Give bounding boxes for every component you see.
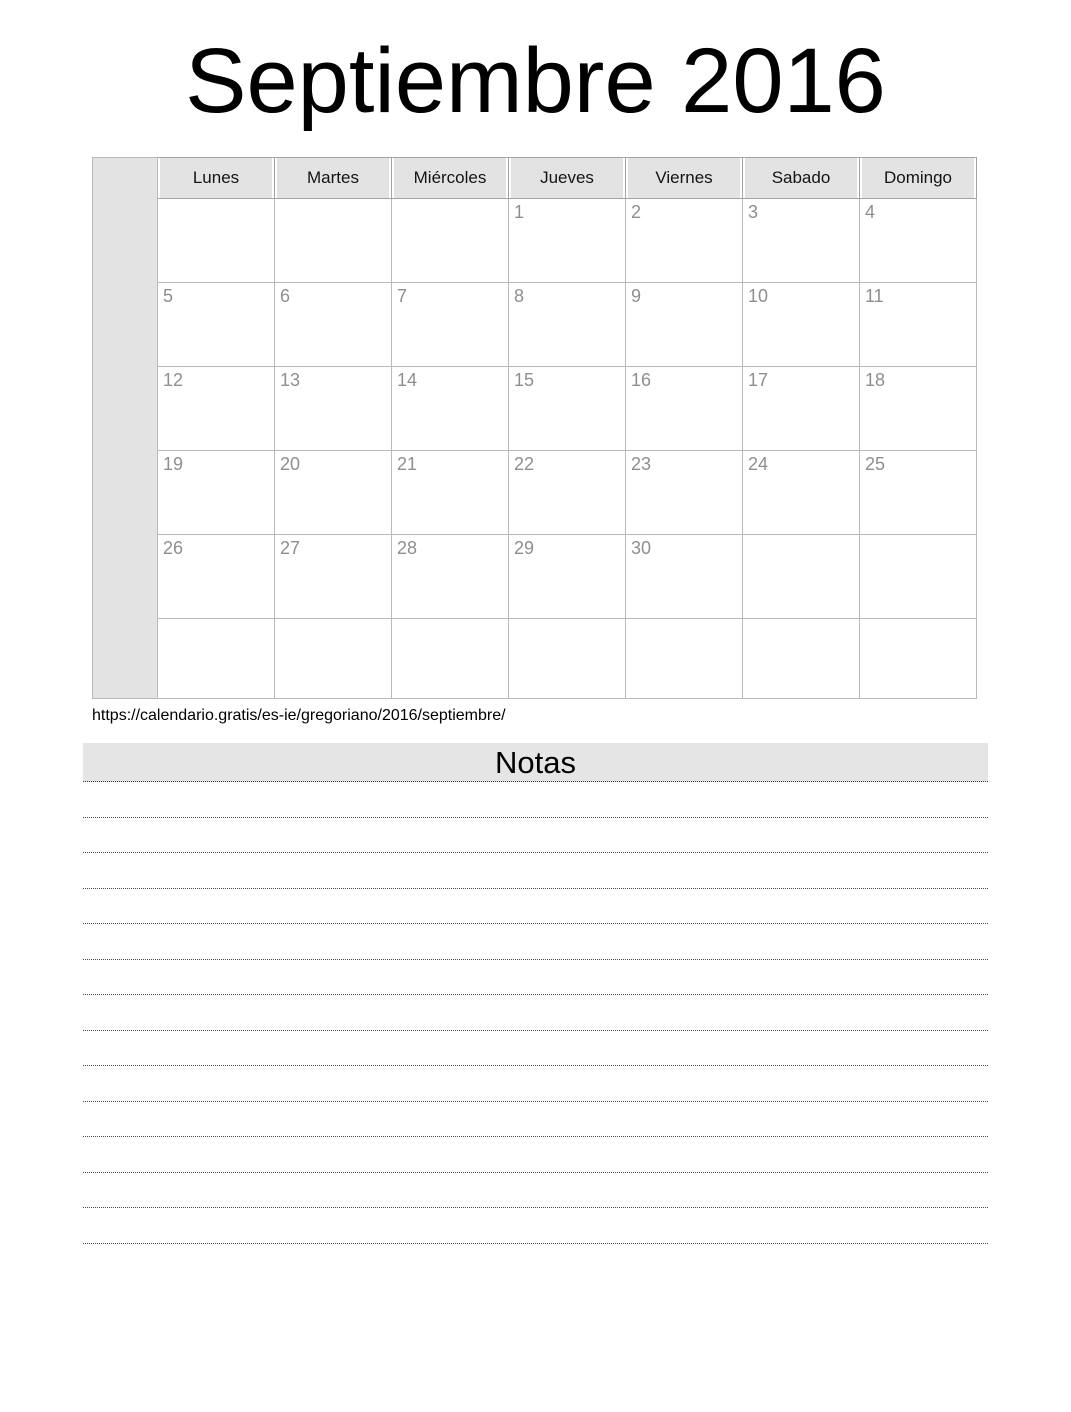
day-cell: 7	[392, 283, 509, 367]
day-cell: 21	[392, 451, 509, 535]
day-cell: 22	[509, 451, 626, 535]
day-cell: 28	[392, 535, 509, 619]
day-cell: 24	[743, 451, 860, 535]
calendar-table	[92, 157, 977, 699]
note-line	[83, 924, 988, 960]
calendar-week-row-5	[93, 535, 977, 619]
day-header-viernes: Viernes	[626, 158, 743, 199]
day-cell: 11	[860, 283, 977, 367]
day-cell: 12	[158, 367, 275, 451]
day-cell: 2	[626, 199, 743, 283]
note-line	[83, 1102, 988, 1138]
day-cell: 6	[275, 283, 392, 367]
day-cell: 13	[275, 367, 392, 451]
day-cell: 10	[743, 283, 860, 367]
notes-title: Notas	[83, 743, 988, 782]
day-cell	[392, 619, 509, 699]
note-line	[83, 1066, 988, 1102]
day-cell: 17	[743, 367, 860, 451]
notes-lines	[83, 782, 988, 1244]
note-line	[83, 818, 988, 854]
day-header-martes: Martes	[275, 158, 392, 199]
day-header-jueves: Jueves	[509, 158, 626, 199]
note-line	[83, 889, 988, 925]
day-header-sabado: Sabado	[743, 158, 860, 199]
day-cell: 23	[626, 451, 743, 535]
day-cell: 26	[158, 535, 275, 619]
day-header-lunes: Lunes	[158, 158, 275, 199]
day-cell: 14	[392, 367, 509, 451]
day-cell: 20	[275, 451, 392, 535]
day-cell: 18	[860, 367, 977, 451]
day-cell: 27	[275, 535, 392, 619]
day-cell	[626, 619, 743, 699]
calendar-week-row-3	[93, 367, 977, 451]
day-cell	[158, 199, 275, 283]
day-cell	[743, 535, 860, 619]
calendar-week-row-2	[93, 283, 977, 367]
day-cell: 1	[509, 199, 626, 283]
note-line	[83, 853, 988, 889]
notes-section	[83, 743, 988, 1244]
day-cell	[860, 619, 977, 699]
calendar-week-row-4	[93, 451, 977, 535]
day-cell: 19	[158, 451, 275, 535]
day-cell: 4	[860, 199, 977, 283]
day-cell: 8	[509, 283, 626, 367]
page-title: Septiembre 2016	[185, 30, 886, 132]
note-line	[83, 1173, 988, 1209]
calendar-week-row-6	[93, 619, 977, 699]
day-cell	[275, 199, 392, 283]
day-cell: 30	[626, 535, 743, 619]
day-header-domingo: Domingo	[860, 158, 977, 199]
note-line	[83, 1031, 988, 1067]
week-number-column	[93, 158, 158, 699]
day-cell	[275, 619, 392, 699]
day-cell: 5	[158, 283, 275, 367]
note-line	[83, 995, 988, 1031]
day-cell: 16	[626, 367, 743, 451]
day-cell: 29	[509, 535, 626, 619]
day-cell: 3	[743, 199, 860, 283]
calendar-header-row	[93, 158, 977, 199]
source-url: https://calendario.gratis/es-ie/gregoriano/2016/septiembre/	[92, 707, 506, 724]
day-cell	[860, 535, 977, 619]
day-cell	[158, 619, 275, 699]
day-header-miercoles: Miércoles	[392, 158, 509, 199]
calendar-week-row-1	[93, 199, 977, 283]
note-line	[83, 960, 988, 996]
day-cell: 9	[626, 283, 743, 367]
day-cell	[509, 619, 626, 699]
day-cell	[392, 199, 509, 283]
day-cell: 15	[509, 367, 626, 451]
note-line	[83, 782, 988, 818]
note-line	[83, 1137, 988, 1173]
day-cell	[743, 619, 860, 699]
note-line	[83, 1208, 988, 1244]
day-cell: 25	[860, 451, 977, 535]
